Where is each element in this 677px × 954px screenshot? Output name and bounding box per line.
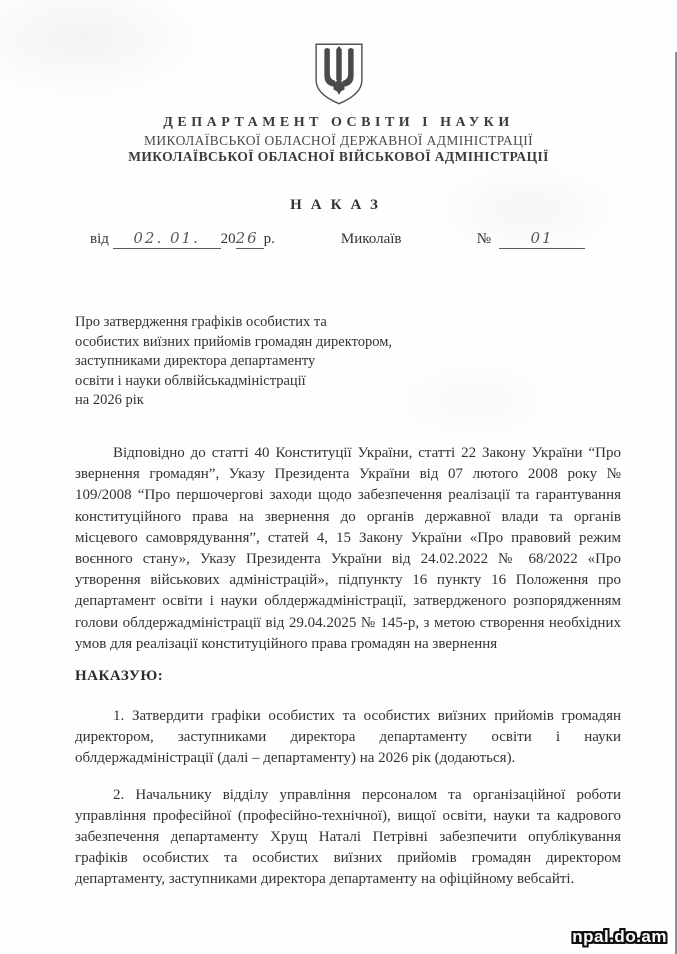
decree-item-2: 2. Начальнику відділу управління персоналом та організаційної роботи управління професійної (професійно-технічної), вищої освіти, науки та кадрового забезпечення департаменту Хрущ Наталі Петрівні забезпечити опублікування графіків особистих та особистих виїзних прийомів громадян директором департаменту, заступниками директора департаменту на офіційному вебсайті. — [75, 786, 621, 888]
subject-block — [75, 313, 435, 411]
org-name-line2: МИКОЛАЇВСЬКОЇ ОБЛАСНОЇ ДЕРЖАВНОЇ АДМІНІСТРАЦІЇ — [143, 133, 534, 148]
number-sign-label: № — [476, 231, 491, 247]
order-number-group — [477, 229, 585, 249]
order-meta-row — [90, 229, 617, 249]
decree-items — [75, 706, 621, 906]
org-header — [0, 115, 677, 165]
emblem-container — [0, 42, 677, 111]
date-handwritten-value: 02. 01. — [133, 229, 200, 247]
year-printed-prefix: 20 — [220, 231, 236, 247]
year-handwritten-value: 26 — [235, 229, 259, 247]
subject-line: особистих виїзних прийомів громадян директором, — [75, 333, 392, 350]
year-handwritten-field — [236, 229, 264, 249]
number-handwritten-field — [499, 229, 585, 249]
subject-line: освіти і науки облвійськадміністрації — [75, 372, 306, 389]
decree-word: НАКАЗУЮ: — [75, 668, 164, 684]
org-name-line3: МИКОЛАЇВСЬКОЇ ОБЛАСНОЇ ВІЙСЬКОВОЇ АДМІНІСТРАЦІЇ — [128, 149, 549, 164]
date-prefix-label: від — [90, 231, 109, 247]
ukraine-trident-emblem-icon — [310, 42, 368, 111]
subject-line: заступниками директора департаменту — [75, 353, 316, 369]
city-label: Миколаїв — [340, 231, 402, 247]
subject-line: на 2026 рік — [75, 392, 144, 408]
decree-item-1: 1. Затвердити графіки особистих та особистих виїзних прийомів громадян директором, заступниками директора департаменту освіти і науки облдержадміністрації (далі – департаменту) на 2026 рік (додаються). — [75, 708, 621, 767]
site-watermark: npal.do.am — [572, 927, 667, 946]
subject-line: Про затвердження графіків особистих та — [75, 314, 327, 330]
org-name-line1: ДЕПАРТАМЕНТ ОСВІТИ І НАУКИ — [163, 115, 514, 130]
date-handwritten-field — [113, 229, 221, 249]
year-suffix-label: р. — [263, 231, 275, 247]
preamble-paragraph: Відповідно до статті 40 Конституції України, статті 22 Закону України “Про звернення громадян”, Указу Президента України від 07 лютого 2008 року № 109/2008 “Про першочергові заходи щодо забезпечення реалізації та гарантування конституційного права на звернення до органів державної влади та органів місцевого самоврядування”, статей 4, 15 Закону України «Про правовий режим воєнного стану», Указу Президента України від 24.02.2022 № 68/2022 «Про утворення військових адміністрацій», підпункту 16 пункту 16 Положення про департамент освіти і науки облдержадміністрації, затвердженого розпорядженням голови облдержадміністрації від 29.04.2025 № 145-р, з метою створення необхідних умов для реалізації конституційного права громадян на звернення — [75, 445, 621, 652]
order-title: НАКАЗ — [290, 197, 387, 213]
number-handwritten-value: 01 — [530, 229, 554, 247]
